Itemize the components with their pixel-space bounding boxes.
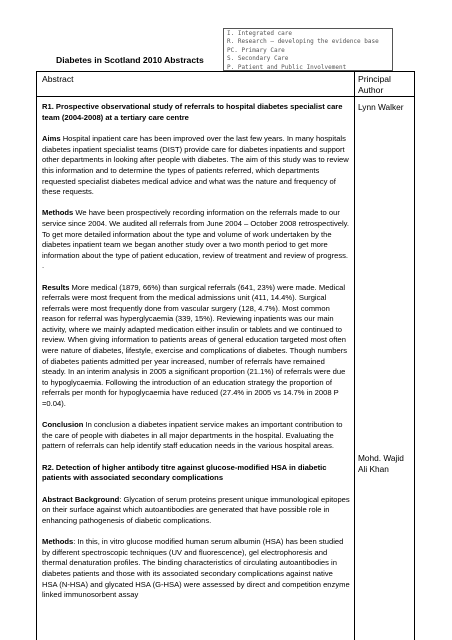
abstract-title-r1: R1. Prospective observational study of referrals to hospital diabetes specialist care team (2004-2008) at a tertiary care centre (42, 102, 343, 122)
section-methods (42, 208, 350, 272)
column-divider (354, 72, 355, 640)
abstract-content (42, 102, 350, 611)
section-aims (42, 134, 350, 198)
section-text: Hospital inpatient care has been improved over the last few years. In many hospitals diabetes inpatient specialist teams (DIST) provide care for diabetes inpatients and support other departments in looking after people with diabetes. The aim of this study was to review this information and to determine the types of patients referred, which departments requested specialist diabetes medical advice and what was the nature and frequency of these requests. (42, 134, 349, 197)
author-r2: Mohd. Wajid Ali Khan (358, 453, 404, 474)
section-text: In conclusion a diabetes inpatient service makes an important contribution to the care of people with diabetes in all major departments in the hospital. Evaluating the pattern of referrals can help identify staff education needs in the various hospital areas. (42, 420, 343, 451)
section-background (42, 495, 350, 527)
section-label: Methods (42, 208, 74, 218)
section-label: Results (42, 282, 70, 292)
section-label: Methods (42, 537, 74, 547)
legend-item-secondary-care: S. Secondary Care (227, 55, 289, 63)
legend-item-patient-involvement: P. Patient and Public Involvement (227, 63, 347, 71)
column-header-abstract: Abstract (42, 74, 74, 84)
legend-item-primary-care: PC. Primary Care (227, 46, 285, 54)
section-text: : In this, in vitro glucose modified human serum albumin (HSA) has been studied by different spectroscopic techniques (UV and fluorescence), gel electrophoresis and thermal denaturation profiles. The binding characteristics of circulating autoantibodies in diabetes patients and those with its associated secondary complications against native HSA (N-HSA) and glycated HSA (G-HSA) were assessed by direct and competition enzyme linked immunosorbent assay (42, 537, 350, 600)
author-r1: Lynn Walker (358, 102, 404, 112)
section-text: We have been prospectively recording information on the referrals made to our service since 2004. We audited all referrals from June 2004 – October 2008 retrospectively. To get more detailed information about the type and volume of work undertaken by the diabetes inpatient team we began another study over a two month period to get more information about the type of patient education, review of treatment and review of progress. . (42, 208, 350, 271)
abstracts-table (36, 71, 415, 640)
section-conclusion (42, 420, 350, 452)
section-methods-r2 (42, 537, 350, 601)
abstract-title-r2: R2. Detection of higher antibody titre against glucose-modified HSA in diabetic patients with associated secondary complications (42, 462, 327, 483)
section-label: Abstract Background (42, 494, 120, 504)
section-text: More medical (1879, 66%) than surgical referrals (641, 23%) were made. Medical referrals were most frequent from the medical admissions unit (411, 14.4%). Surgical referrals were most frequently done from vascular surgery (128, 4.7%). Most common reason for referral was hyperglycaemia (339, 15%). Reviewing inpatients was our main activity, where we mainly adapted medication either insulin or tablets and we continued to review. When giving information to patients areas of general education targeted most often were nature of diabetes, lifestyle, exercise and complications of diabetes. Though numbers of diabetes patients admitted per year increased, number of referrals have remained steady. In an interim analysis in 2005 a significant proportion (21.1%) of referrals were due to hypoglycaemia. Following the introduction of an education strategy the proportion of referrals per month for hypoglycaemia have reduced (27.4% in 2005 vs 14.7% in 2008 P =0.04). (42, 282, 348, 409)
legend-item-integrated-care: I. Integrated care (227, 30, 293, 37)
section-label: Conclusion (42, 420, 84, 430)
column-header-author: Principal Author (358, 74, 391, 95)
category-legend (223, 28, 393, 71)
section-results (42, 283, 350, 410)
legend-item-research: R. Research – developing the evidence base (227, 38, 379, 46)
table-header-row (37, 72, 414, 97)
page-title: Diabetes in Scotland 2010 Abstracts (56, 55, 204, 65)
section-text: : Glycation of serum proteins present unique immunological epitopes on their surface against which autoantibodies are generated that have possible role in enhancing pathogenesis of diabetic complications. (42, 494, 350, 525)
section-label: Aims (42, 134, 61, 144)
